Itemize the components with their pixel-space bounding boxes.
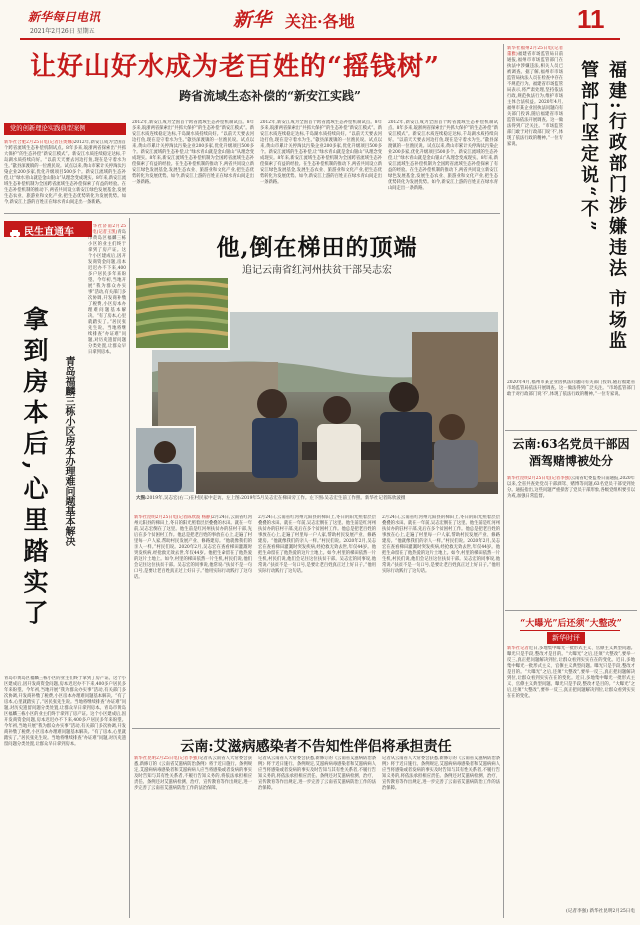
commentary-label-text: 新华时评 bbox=[547, 632, 585, 644]
commentary-byline: 新华社记者 bbox=[507, 646, 529, 651]
gamble-headline bbox=[507, 436, 635, 470]
commentary-body bbox=[507, 646, 635, 904]
inset-photo-portrait bbox=[134, 426, 196, 494]
brief-col-2 bbox=[4, 676, 126, 918]
main-story-col-4 bbox=[388, 120, 498, 208]
main-body-cont: 2012年,新安江成为全国首个跨省流域生态补偿机制试点。8年多来,皖浙两省探索出“共抓大保护”的生态补偿“新安江模式”。新安江水质连续稳定达标,千岛湖水质持续向好。“以前天天要去河边打鱼,现在是守着水为生。”歙县深渡镇的一位渔民说。试点以来,黄山市累计关停淘汰污染企业200多家,优化升级项目500多个。新安江流域的生态补偿,让“绿水青山就是金山银山”从理念变成现实。8年来,新安江流域生态补偿机制为全国跨省流域生态补偿探索了有益的经验。在生态补偿机制的推动下,两省共同设立新安江绿色发展基金,发展生态农业、旅游业和文化产业,把生态优势转化为发展优势。如今,新安江上游的百姓正在绿水青山间走出一条新路。 bbox=[260, 120, 382, 185]
aids-col-2 bbox=[258, 756, 376, 918]
divider bbox=[505, 430, 637, 431]
newspaper-logo: 新华每日电讯 bbox=[28, 10, 101, 24]
aids-dateline: 新华社昆明2月25日电(记者李强) bbox=[134, 756, 199, 761]
section-logo: 新华 bbox=[233, 10, 272, 31]
feature-headline: 他,倒在梯田的顶端 bbox=[216, 234, 418, 261]
main-body: 2012年,新安江成为全国首个跨省流域生态补偿机制试点。8年多来,皖浙两省探索出“共抓大保护”的生态补偿“新安江模式”。新安江水质连续稳定达标,千岛湖水质持续向好。“以前天天要去河边打鱼,现在是守着水为生。”歙县深渡镇的一位渔民说。试点以来,黄山市累计关停淘汰污染企业200多家,优化升级项目500多个。新安江流域的生态补偿,让“绿水青山就是金山银山”从理念变成现实。8年来,新安江流域生态补偿机制为全国跨省流域生态补偿探索了有益的经验。在生态补偿机制的推动下,两省共同设立新安江绿色发展基金,发展生态农业、旅游业和文化产业,把生态优势转化为发展优势。如今,新安江上游的百姓正在绿水青山间走出一条新路。 bbox=[4, 140, 126, 205]
divider bbox=[4, 213, 500, 214]
commentary-title: “大曝光”后还须“大整改” bbox=[520, 619, 622, 629]
gamble-headline-text: 云南:63名党员干部因酒驾赌博被处分 bbox=[512, 437, 630, 468]
caption-text: 2019年,吴志宏(右二)在村民家中走访。左上图:2019年5月吴志宏在梯田旁工作。左下图:吴志宏生前工作照。新华社记者陈欣波摄 bbox=[146, 496, 406, 501]
fujian-body-cont: 2020年4月,福州市某企业因执法问题向有关部门投诉,随后福建省市场监管局依法开展调查。这一做法得到广泛关注。“市场监管部门敢于对行政部门说‘不’,体现了依法行政的精神。”一位专家说。 bbox=[507, 380, 635, 397]
commentary-body-text: 近日,多地集中曝光一批形式主义、官僚主义典型问题。曝光只是手段,整改才是目的。“大曝光”之后,还须“大整改”,要举一反三,真正把问题解决到位,让群众看到实实在在的变化。 bbox=[507, 646, 635, 663]
gamble-body-text: 云南省纪委监委日前通报,2020年以来,全省共查处党员干部酒驾、赌博等问题,63名党员干部受到处分。通报指出,这些问题严重损害了党员干部形象,各级党组织要引以为戒,加强日常监督。 bbox=[507, 476, 635, 499]
brief-body-cont: 青岛市黄岛区福麟三栋小区的业主们终于拿到了房产证。这个小区建成后,因开发商资金问题,房本迟迟办不下来,400多户居民多年来盼望。今年初,当地开展“我为群众办实事”活动,有关部门多次协调,开发商补缴了税费,小区房本办理难问题基本解决。“有了房本,心里就踏实了。”居民张先生说。当地将继续排查“办证难”问题,对历史遗留问题分类处置,让群众早日拿到房本。 bbox=[4, 676, 126, 711]
brief-label bbox=[4, 221, 92, 237]
commentary-label bbox=[520, 630, 620, 642]
aids-col-3 bbox=[382, 756, 500, 918]
inset-photo-terraces bbox=[134, 276, 230, 350]
main-story-col-2 bbox=[132, 120, 254, 208]
gamble-dateline: 新华社昆明2月25日电(记者李强) bbox=[507, 476, 571, 481]
feature-body-cont: 2月24日,云南省红河州元阳县的梯田上,冬日的阳光照着层层叠叠的水田。就在一年前,吴志宏倒在了这里。他生前是红河州扶贫办的驻村干部,先后在多个贫困村工作。他总是把老百姓的事放在心上,走遍了村里每一户人家,帮助村民发展产业、修路建房。“他就像我们的亲人一样。”村民们说。2020年2月,吴志宏在查看梯田灌溉时突发疾病,经抢救无效去世,年仅44岁。他把生命留在了他热爱的这片土地上。如今,村里的梯田依然一片生机,村民们说,他们会记住这位扶贫干部。吴志宏的同事说,他常说:“扶贫不是一句口号,是要让老百姓真正过上好日子。”他用实际行动践行了这句话。 bbox=[258, 515, 376, 574]
aids-col-1 bbox=[134, 756, 252, 918]
masthead bbox=[0, 0, 640, 40]
fujian-body: 福建省市场监管局日前通报,福州市市场监管部门在执法中涉嫌违法,相关人员已被调查。据了解,福州市市场监管局执法人员在检查中存在不规范行为。福建省市场监管局表示,将严肃处理,坚持依法行政,规范执法行为,维护市场主体合法权益。 bbox=[507, 52, 563, 105]
aids-body-cont: 记者从云南省人大常委会获悉,新修订的《云南省艾滋病防治条例》将于近日施行。条例规定,艾滋病病毒感染者和艾滋病病人应当将感染或者发病的事实及时告知与其有性关系者,不履行告知义务的,将依法承担相应责任。条例还对艾滋病检测、治疗、宣传教育等作出规定,进一步完善了云南省艾滋病防治工作的法治保障。 bbox=[382, 756, 500, 791]
fujian-col-1 bbox=[507, 46, 563, 376]
feature-body: 2月24日,云南省红河州元阳县的梯田上,冬日的阳光照着层层叠叠的水田。就在一年前,吴志宏倒在了这里。他生前是红河州扶贫办的驻村干部,先后在多个贫困村工作。他总是把老百姓的事放在心上,走遍了村里每一户人家,帮助村民发展产业、修路建房。“他就像我们的亲人一样。”村民们说。2020年2月,吴志宏在查看梯田灌溉时突发疾病,经抢救无效去世,年仅44岁。他把生命留在了他热爱的这片土地上。如今,村里的梯田依然一片生机,村民们说,他们会记住这位扶贫干部。吴志宏的同事说,他常说:“扶贫不是一句口号,是要让老百姓真正过上好日子。”他用实际行动践行了这句话。 bbox=[134, 515, 252, 580]
gamble-body bbox=[507, 476, 635, 606]
feature-dateline: 新华社昆明2月25日电(记者陈欣波 杨静) bbox=[134, 515, 213, 520]
main-headline: 让好山好水成为老百姓的“摇钱树” bbox=[30, 52, 440, 82]
divider bbox=[132, 728, 500, 729]
caption-label: 大图: bbox=[136, 496, 147, 501]
commentary-footer: (记者李强) 新华社昆明2月25日电 bbox=[566, 909, 635, 914]
brief-headline: 拿到房本后,心里踏实了 bbox=[20, 306, 49, 631]
main-subheadline: 跨省流域生态补偿的“新安江实践” bbox=[179, 89, 361, 103]
page-number: 11 bbox=[577, 4, 605, 34]
feature-col-1 bbox=[134, 515, 252, 723]
fujian-body-2: 2020年4月,福州市某企业因执法问题向有关部门投诉,随后福建省市场监管局依法开展调查。这一做法得到广泛关注。“市场监管部门敢于对行政部门说‘不’,体现了依法行政的精神。”一位专家说。 bbox=[507, 100, 563, 147]
feature-body-cont: 2月24日,云南省红河州元阳县的梯田上,冬日的阳光照着层层叠叠的水田。就在一年前,吴志宏倒在了这里。他生前是红河州扶贫办的驻村干部,先后在多个贫困村工作。他总是把老百姓的事放在心上,走遍了村里每一户人家,帮助村民发展产业、修路建房。“他就像我们的亲人一样。”村民们说。2020年2月,吴志宏在查看梯田灌溉时突发疾病,经抢救无效去世,年仅44岁。他把生命留在了他热爱的这片土地上。如今,村里的梯田依然一片生机,村民们说,他们会记住这位扶贫干部。吴志宏的同事说,他常说:“扶贫不是一句口号,是要让老百姓真正过上好日子。”他用实际行动践行了这句话。 bbox=[382, 515, 500, 574]
section-title: 关注·各地 bbox=[285, 12, 355, 31]
brief-label-text: 民生直通车 bbox=[24, 227, 74, 238]
commentary-body-cont-2: 近日,多地集中曝光一批形式主义、官僚主义典型问题。曝光只是手段,整改才是目的。“大曝光”之后,还须“大整改”,要举一反三,真正把问题解决到位,让群众看到实实在在的变化。 bbox=[507, 676, 635, 699]
car-icon bbox=[9, 224, 21, 234]
main-body-cont: 2012年,新安江成为全国首个跨省流域生态补偿机制试点。8年多来,皖浙两省探索出“共抓大保护”的生态补偿“新安江模式”。新安江水质连续稳定达标,千岛湖水质持续向好。“以前天天要去河边打鱼,现在是守着水为生。”歙县深渡镇的一位渔民说。试点以来,黄山市累计关停淘汰污染企业200多家,优化升级项目500多个。新安江流域的生态补偿,让“绿水青山就是金山银山”从理念变成现实。8年来,新安江流域生态补偿机制为全国跨省流域生态补偿探索了有益的经验。在生态补偿机制的推动下,两省共同设立新安江绿色发展基金,发展生态农业、旅游业和文化产业,把生态优势转化为发展优势。如今,新安江上游的百姓正在绿水青山间走出一条新路。 bbox=[132, 120, 254, 185]
masthead-rule bbox=[20, 38, 620, 40]
aids-body-cont: 记者从云南省人大常委会获悉,新修订的《云南省艾滋病防治条例》将于近日施行。条例规定,艾滋病病毒感染者和艾滋病病人应当将感染或者发病的事实及时告知与其有性关系者,不履行告知义务的,将依法承担相应责任。条例还对艾滋病检测、治疗、宣传教育等作出规定,进一步完善了云南省艾滋病防治工作的法治保障。 bbox=[258, 756, 376, 791]
feature-col-3 bbox=[382, 515, 500, 723]
commentary-body-cont: 近日,多地集中曝光一批形式主义、官僚主义典型问题。曝光只是手段,整改才是目的。“大曝光”之后,还须“大整改”,要举一反三,真正把问题解决到位,让群众看到实实在在的变化。 bbox=[507, 658, 635, 681]
column-rule bbox=[129, 218, 130, 918]
aids-body: 记者从云南省人大常委会获悉,新修订的《云南省艾滋病防治条例》将于近日施行。条例规定,艾滋病病毒感染者和艾滋病病人应当将感染或者发病的事实及时告知与其有性关系者,不履行告知义务的,将依法承担相应责任。条例还对艾滋病检测、治疗、宣传教育等作出规定,进一步完善了云南省艾滋病防治工作的法治保障。 bbox=[134, 756, 252, 791]
main-dateline: 新华社合肥2月25日电(记者汪奥娜) bbox=[4, 140, 74, 145]
aids-headline: 云南:艾滋病感染者不告知性伴侣将承担责任 bbox=[180, 739, 452, 755]
brief-body-cont-2: 青岛市黄岛区福麟三栋小区的业主们终于拿到了房产证。这个小区建成后,因开发商资金问题,房本迟迟办不下来,400多户居民多年来盼望。今年初,当地开展“我为群众办实事”活动,有关部门多次协调,开发商补缴了税费,小区房本办理难问题基本解决。“有了房本,心里就踏实了。”居民张先生说。当地将继续排查“办证难”问题,对历史遗留问题分类处置,让群众早日拿到房本。 bbox=[4, 706, 126, 747]
theory-tag: 党的创新理论实践典型案例 bbox=[4, 123, 126, 135]
brief-body: 青岛市黄岛区福麟三栋小区的业主们终于拿到了房产证。这个小区建成后,因开发商资金问题,房本迟迟办不下来,400多户居民多年来盼望。今年初,当地开展“我为群众办实事”活动,有关部门多次协调,开发商补缴了税费,小区房本办理难问题基本解决。“有了房本,心里就踏实了。”居民张先生说。当地将继续排查“办证难”问题,对历史遗留问题分类处置,让群众早日拿到房本。 bbox=[88, 230, 126, 355]
photo-collage bbox=[134, 276, 498, 494]
main-story-col-3 bbox=[260, 120, 382, 208]
fujian-headline: 福建:行政部门涉嫌违法 市场监管部门坚定说“不” bbox=[578, 60, 627, 352]
fujian-col-2 bbox=[507, 380, 635, 428]
column-rule bbox=[503, 44, 504, 918]
feature-col-2 bbox=[258, 515, 376, 723]
fujian-dateline: 新华社福州2月25日电(记者董雅) bbox=[507, 46, 563, 57]
main-story-col-1 bbox=[4, 140, 126, 208]
brief-col-1 bbox=[88, 224, 126, 672]
divider bbox=[505, 610, 637, 611]
brief-dateline: 新华社济南2月25日电(记者王凯) bbox=[88, 224, 126, 235]
photo-caption bbox=[136, 496, 500, 502]
feature-subheadline: 追记云南省红河州扶贫干部吴志宏 bbox=[242, 265, 392, 276]
issue-date: 2021年2月26日 星期五 bbox=[30, 28, 95, 35]
main-body-cont: 2012年,新安江成为全国首个跨省流域生态补偿机制试点。8年多来,皖浙两省探索出“共抓大保护”的生态补偿“新安江模式”。新安江水质连续稳定达标,千岛湖水质持续向好。“以前天天要去河边打鱼,现在是守着水为生。”歙县深渡镇的一位渔民说。试点以来,黄山市累计关停淘汰污染企业200多家,优化升级项目500多个。新安江流域的生态补偿,让“绿水青山就是金山银山”从理念变成现实。8年来,新安江流域生态补偿机制为全国跨省流域生态补偿探索了有益的经验。在生态补偿机制的推动下,两省共同设立新安江绿色发展基金,发展生态农业、旅游业和文化产业,把生态优势转化为发展优势。如今,新安江上游的百姓正在绿水青山间走出一条新路。 bbox=[388, 120, 498, 191]
brief-kicker: 青岛福麟三栋小区房本办理难问题基本解决 bbox=[63, 356, 74, 546]
